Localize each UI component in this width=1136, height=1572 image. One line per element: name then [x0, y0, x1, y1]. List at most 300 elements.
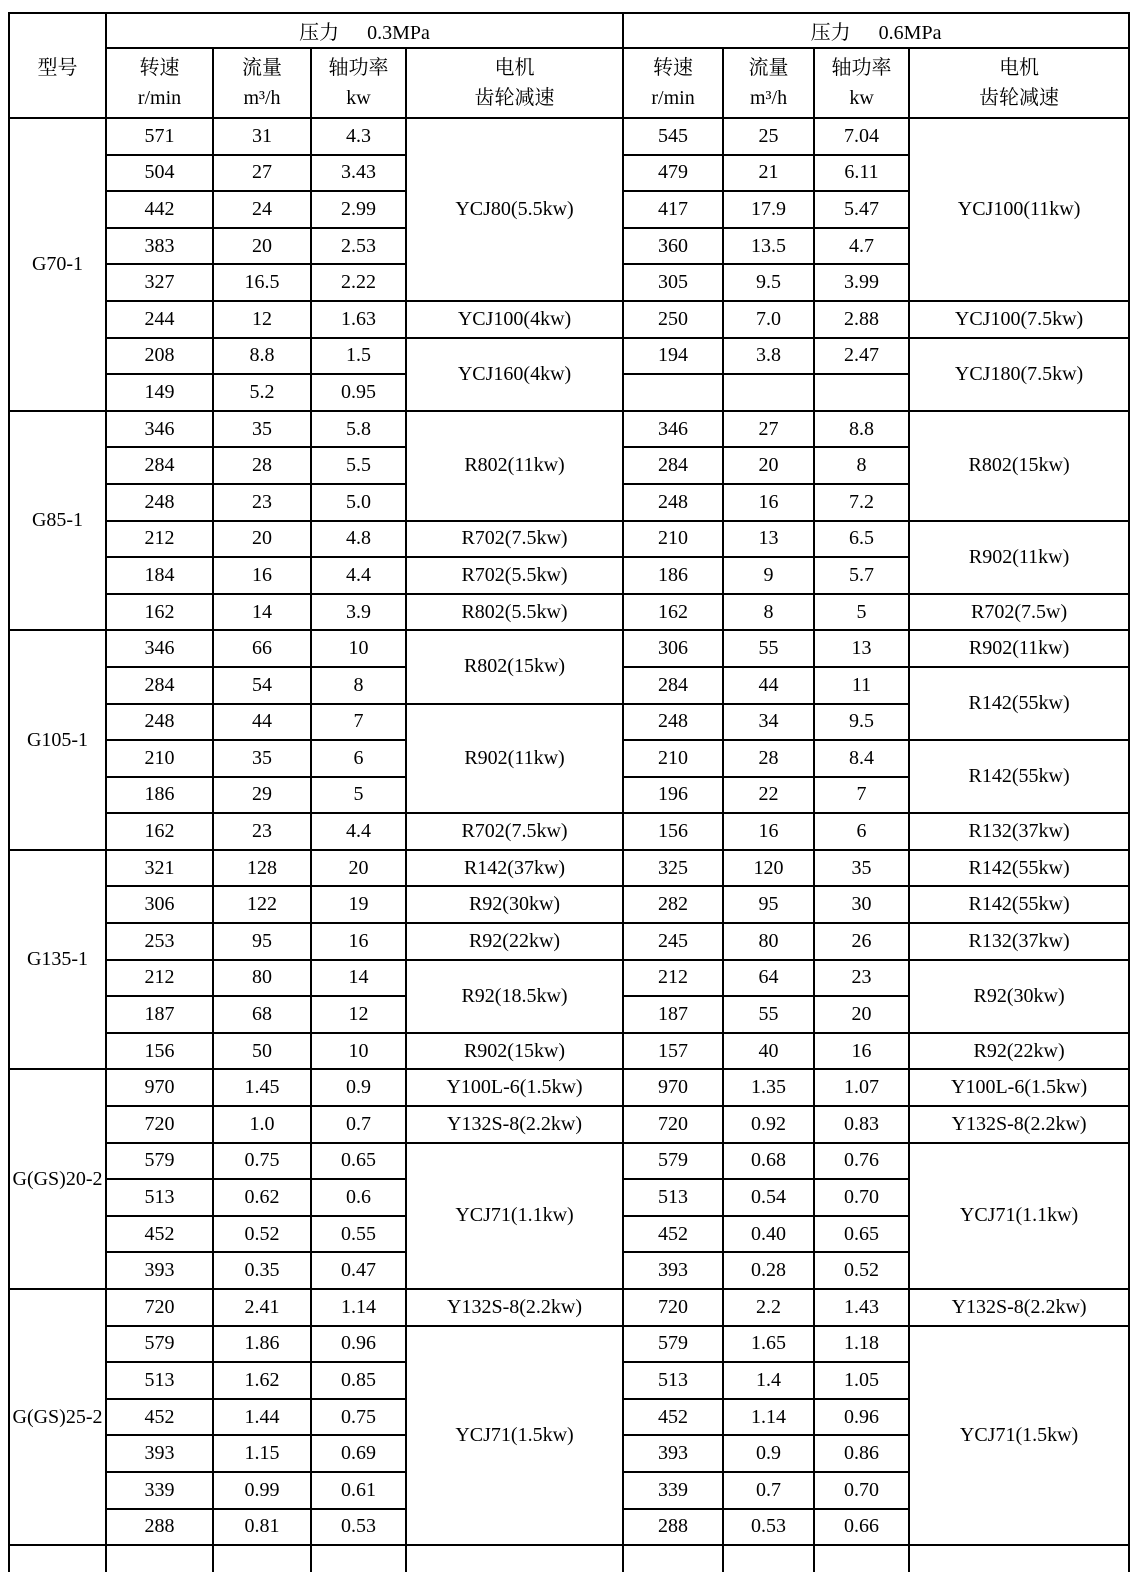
cell-right-speed: 513	[623, 1179, 723, 1216]
cell-right-flow: 0.9	[723, 1435, 814, 1472]
cell-left-motor: R142(37kw)	[406, 850, 623, 887]
cell-right-power: 35	[814, 850, 909, 887]
cell-right-flow: 3.8	[723, 338, 814, 375]
cell-left-speed: 339	[106, 1472, 213, 1509]
cell-right-power: 0.86	[814, 1435, 909, 1472]
cell-right-power: 20	[814, 996, 909, 1033]
cell-left-speed: 210	[106, 740, 213, 777]
cell-left-power: 0.96	[311, 1326, 406, 1363]
cell-left-motor: YCJ71(1.5kw)	[406, 1326, 623, 1546]
cell-right-flow: 8	[723, 594, 814, 631]
cell-right-power: 2.88	[814, 301, 909, 338]
cell-right-power: 5.47	[814, 191, 909, 228]
cell-left-flow: 12	[213, 301, 311, 338]
col-header-left-flow	[213, 48, 311, 118]
cell-right-speed: 248	[623, 484, 723, 521]
cell-right-speed: 248	[623, 704, 723, 741]
cell-right-flow: 0.7	[723, 1472, 814, 1509]
cell-right-power: 7.2	[814, 484, 909, 521]
cell-left-speed: 579	[106, 1326, 213, 1363]
cell-right-speed: 284	[623, 667, 723, 704]
cell-right-flow: 28	[723, 740, 814, 777]
cell-left-motor: YCJ100(4kw)	[406, 301, 623, 338]
pressure-value-left: 0.3MPa	[367, 22, 430, 44]
model-cell: G70-1	[9, 118, 106, 411]
cell-left-power: 16	[311, 923, 406, 960]
cell-right-power: 6.5	[814, 521, 909, 558]
cell-right-motor: R132(37kw)	[909, 813, 1129, 850]
cell-right-power: 3.99	[814, 264, 909, 301]
cell-left-flow: 0.52	[213, 1216, 311, 1253]
cell-right-motor: YCJ180(7.5kw)	[909, 338, 1129, 411]
cell-right-speed: 970	[623, 1069, 723, 1106]
cell-left-flow: 28	[213, 447, 311, 484]
table-row	[9, 594, 1129, 631]
cell-right-power: 0.70	[814, 1472, 909, 1509]
col-header-unit: r/min	[137, 87, 182, 109]
cell-left-flow: 128	[213, 850, 311, 887]
cell-left-flow: 95	[213, 923, 311, 960]
cell-right-flow: 55	[723, 630, 814, 667]
table-row	[9, 411, 1129, 448]
table-row	[9, 1033, 1129, 1070]
cell-left-speed: 156	[106, 1033, 213, 1070]
model-cell: G135-1	[9, 850, 106, 1070]
cell-left-flow: 14	[213, 594, 311, 631]
empty-cell	[814, 1545, 909, 1572]
cell-right-flow: 16	[723, 813, 814, 850]
column-header-row	[9, 48, 1129, 118]
cell-right-speed: 393	[623, 1252, 723, 1289]
cell-right-flow: 55	[723, 996, 814, 1033]
table-row	[9, 886, 1129, 923]
cell-right-power: 1.18	[814, 1326, 909, 1363]
cell-right-speed: 282	[623, 886, 723, 923]
pressure-label-right: 压力	[810, 22, 851, 44]
col-header-right-power	[814, 48, 909, 118]
cell-left-motor: R92(22kw)	[406, 923, 623, 960]
cell-left-power: 19	[311, 886, 406, 923]
cell-right-speed: 162	[623, 594, 723, 631]
cell-right-power: 5.7	[814, 557, 909, 594]
cell-left-power: 12	[311, 996, 406, 1033]
cell-left-motor: YCJ160(4kw)	[406, 338, 623, 411]
cell-right-speed	[623, 374, 723, 411]
cell-right-speed: 196	[623, 777, 723, 814]
col-header-unit: m³/h	[243, 87, 281, 109]
table-row	[9, 1143, 1129, 1180]
cell-right-flow	[723, 374, 814, 411]
cell-left-speed: 212	[106, 521, 213, 558]
col-header-title: 电机	[494, 57, 535, 79]
table-row-cut-off	[9, 1545, 1129, 1572]
cell-right-power: 1.07	[814, 1069, 909, 1106]
cell-right-motor: YCJ100(7.5kw)	[909, 301, 1129, 338]
cell-right-speed: 187	[623, 996, 723, 1033]
cell-left-speed: 393	[106, 1435, 213, 1472]
table-row	[9, 118, 1129, 155]
col-header-title: 流量	[242, 57, 282, 79]
empty-cell	[106, 1545, 213, 1572]
cell-right-flow: 95	[723, 886, 814, 923]
cell-left-flow: 1.44	[213, 1399, 311, 1436]
cell-right-power: 8.4	[814, 740, 909, 777]
cell-left-flow: 35	[213, 740, 311, 777]
cell-right-flow: 13	[723, 521, 814, 558]
cell-right-speed: 360	[623, 228, 723, 265]
cell-left-motor: R902(11kw)	[406, 704, 623, 814]
cell-right-flow: 0.68	[723, 1143, 814, 1180]
cell-right-motor: R132(37kw)	[909, 923, 1129, 960]
cell-left-power: 8	[311, 667, 406, 704]
cell-left-flow: 27	[213, 155, 311, 192]
cell-left-speed: 720	[106, 1289, 213, 1326]
cell-right-speed: 306	[623, 630, 723, 667]
cell-left-power: 7	[311, 704, 406, 741]
cell-right-power: 0.70	[814, 1179, 909, 1216]
model-cell: G(GS)25-2	[9, 1289, 106, 1545]
cell-left-power: 3.43	[311, 155, 406, 192]
cell-left-speed: 187	[106, 996, 213, 1033]
cell-left-speed: 513	[106, 1179, 213, 1216]
cell-right-speed: 579	[623, 1143, 723, 1180]
empty-cell	[213, 1545, 311, 1572]
cell-left-flow: 16	[213, 557, 311, 594]
cell-left-motor: R702(7.5kw)	[406, 813, 623, 850]
cell-right-speed: 452	[623, 1216, 723, 1253]
cell-right-motor: R142(55kw)	[909, 667, 1129, 740]
cell-left-flow: 50	[213, 1033, 311, 1070]
cell-left-power: 2.99	[311, 191, 406, 228]
cell-right-flow: 22	[723, 777, 814, 814]
cell-right-motor: YCJ71(1.1kw)	[909, 1143, 1129, 1289]
cell-left-speed: 186	[106, 777, 213, 814]
cell-left-speed: 149	[106, 374, 213, 411]
cell-right-motor: R902(11kw)	[909, 630, 1129, 667]
cell-right-power: 1.05	[814, 1362, 909, 1399]
cell-left-motor: R702(7.5kw)	[406, 521, 623, 558]
cell-right-power: 11	[814, 667, 909, 704]
table-row	[9, 630, 1129, 667]
cell-left-power: 14	[311, 960, 406, 997]
table-row	[9, 813, 1129, 850]
cell-left-power: 0.95	[311, 374, 406, 411]
cell-left-power: 1.63	[311, 301, 406, 338]
col-header-title: 流量	[748, 57, 789, 79]
cell-left-power: 0.61	[311, 1472, 406, 1509]
cell-right-speed: 417	[623, 191, 723, 228]
cell-right-speed: 284	[623, 447, 723, 484]
cell-right-power: 0.96	[814, 1399, 909, 1436]
cell-left-speed: 327	[106, 264, 213, 301]
cell-right-motor: Y132S-8(2.2kw)	[909, 1106, 1129, 1143]
cell-left-power: 0.7	[311, 1106, 406, 1143]
cell-left-flow: 0.62	[213, 1179, 311, 1216]
cell-left-speed: 513	[106, 1362, 213, 1399]
col-header-title: 转速	[139, 57, 180, 79]
cell-right-speed: 156	[623, 813, 723, 850]
table-row	[9, 1326, 1129, 1363]
col-header-title: 转速	[653, 57, 694, 79]
cell-left-power: 1.5	[311, 338, 406, 375]
col-header-title: 电机	[999, 57, 1040, 79]
model-cell: G105-1	[9, 630, 106, 850]
table-row	[9, 850, 1129, 887]
cell-left-speed: 184	[106, 557, 213, 594]
cell-right-power: 30	[814, 886, 909, 923]
cell-right-motor: R92(22kw)	[909, 1033, 1129, 1070]
table-row	[9, 1289, 1129, 1326]
cell-right-flow: 40	[723, 1033, 814, 1070]
cell-left-power: 0.69	[311, 1435, 406, 1472]
table-row	[9, 338, 1129, 375]
cell-left-flow: 66	[213, 630, 311, 667]
cell-right-power: 1.43	[814, 1289, 909, 1326]
cell-left-speed: 288	[106, 1509, 213, 1546]
cell-left-speed: 244	[106, 301, 213, 338]
cell-right-flow: 0.92	[723, 1106, 814, 1143]
cell-left-motor: R902(15kw)	[406, 1033, 623, 1070]
cell-left-flow: 29	[213, 777, 311, 814]
cell-left-motor: YCJ71(1.1kw)	[406, 1143, 623, 1289]
cell-right-power: 5	[814, 594, 909, 631]
cell-left-power: 4.4	[311, 557, 406, 594]
cell-left-motor: R92(18.5kw)	[406, 960, 623, 1033]
cell-left-speed: 504	[106, 155, 213, 192]
cell-right-speed: 325	[623, 850, 723, 887]
col-header-right-motor	[909, 48, 1129, 118]
cell-right-flow: 80	[723, 923, 814, 960]
cell-left-flow: 23	[213, 484, 311, 521]
cell-left-flow: 1.45	[213, 1069, 311, 1106]
cell-right-flow: 16	[723, 484, 814, 521]
cell-right-flow: 7.0	[723, 301, 814, 338]
cell-left-power: 4.8	[311, 521, 406, 558]
cell-left-speed: 162	[106, 813, 213, 850]
cell-right-flow: 13.5	[723, 228, 814, 265]
cell-left-speed: 212	[106, 960, 213, 997]
empty-cell	[9, 1545, 106, 1572]
cell-left-power: 20	[311, 850, 406, 887]
cell-right-speed: 186	[623, 557, 723, 594]
cell-left-speed: 321	[106, 850, 213, 887]
cell-right-power: 0.65	[814, 1216, 909, 1253]
cell-right-speed: 545	[623, 118, 723, 155]
cell-left-speed: 442	[106, 191, 213, 228]
cell-right-flow: 44	[723, 667, 814, 704]
cell-left-motor: Y100L-6(1.5kw)	[406, 1069, 623, 1106]
cell-left-motor: R702(5.5kw)	[406, 557, 623, 594]
cell-left-speed: 346	[106, 411, 213, 448]
empty-cell	[406, 1545, 623, 1572]
cell-right-power: 0.52	[814, 1252, 909, 1289]
cell-right-power	[814, 374, 909, 411]
cell-left-speed: 346	[106, 630, 213, 667]
cell-right-power: 0.66	[814, 1509, 909, 1546]
cell-left-flow: 8.8	[213, 338, 311, 375]
cell-left-flow: 16.5	[213, 264, 311, 301]
cell-left-power: 6	[311, 740, 406, 777]
cell-left-motor: Y132S-8(2.2kw)	[406, 1106, 623, 1143]
cell-left-power: 0.53	[311, 1509, 406, 1546]
col-header-left-speed	[106, 48, 213, 118]
cell-left-flow: 44	[213, 704, 311, 741]
cell-left-motor: R802(5.5kw)	[406, 594, 623, 631]
cell-right-speed: 210	[623, 521, 723, 558]
col-header-unit: m³/h	[749, 87, 788, 109]
col-header-unit: kw	[346, 87, 371, 109]
cell-left-power: 0.85	[311, 1362, 406, 1399]
cell-left-power: 2.22	[311, 264, 406, 301]
cell-right-flow: 17.9	[723, 191, 814, 228]
cell-left-speed: 452	[106, 1216, 213, 1253]
pressure-header-row	[9, 13, 1129, 48]
cell-right-power: 0.76	[814, 1143, 909, 1180]
cell-right-power: 6.11	[814, 155, 909, 192]
cell-left-flow: 0.99	[213, 1472, 311, 1509]
cell-right-speed: 305	[623, 264, 723, 301]
cell-left-speed: 306	[106, 886, 213, 923]
cell-left-flow: 35	[213, 411, 311, 448]
cell-right-power: 4.7	[814, 228, 909, 265]
col-header-unit: 齿轮减速	[979, 87, 1060, 109]
cell-left-flow: 68	[213, 996, 311, 1033]
cell-right-flow: 120	[723, 850, 814, 887]
cell-right-flow: 9.5	[723, 264, 814, 301]
cell-right-power: 7	[814, 777, 909, 814]
cell-right-speed: 339	[623, 1472, 723, 1509]
cell-left-power: 0.55	[311, 1216, 406, 1253]
cell-right-motor: Y132S-8(2.2kw)	[909, 1289, 1129, 1326]
table-row	[9, 521, 1129, 558]
cell-left-power: 0.6	[311, 1179, 406, 1216]
cell-left-speed: 452	[106, 1399, 213, 1436]
cell-right-power: 8	[814, 447, 909, 484]
cell-left-power: 3.9	[311, 594, 406, 631]
cell-right-speed: 513	[623, 1362, 723, 1399]
cell-right-power: 7.04	[814, 118, 909, 155]
table-row	[9, 1106, 1129, 1143]
empty-cell	[311, 1545, 406, 1572]
col-header-right-speed	[623, 48, 723, 118]
table-row	[9, 960, 1129, 997]
cell-left-flow: 2.41	[213, 1289, 311, 1326]
cell-left-flow: 1.15	[213, 1435, 311, 1472]
pressure-label-left: 压力	[299, 22, 340, 44]
cell-left-flow: 24	[213, 191, 311, 228]
empty-cell	[909, 1545, 1129, 1572]
cell-left-speed: 393	[106, 1252, 213, 1289]
cell-right-flow: 0.53	[723, 1509, 814, 1546]
cell-left-motor: R802(15kw)	[406, 630, 623, 703]
table-row	[9, 301, 1129, 338]
cell-left-speed: 208	[106, 338, 213, 375]
cell-right-flow: 1.4	[723, 1362, 814, 1399]
cell-right-power: 16	[814, 1033, 909, 1070]
cell-right-flow: 0.28	[723, 1252, 814, 1289]
cell-left-speed: 284	[106, 447, 213, 484]
cell-right-speed: 245	[623, 923, 723, 960]
cell-right-power: 2.47	[814, 338, 909, 375]
cell-left-flow: 5.2	[213, 374, 311, 411]
cell-left-flow: 80	[213, 960, 311, 997]
cell-left-power: 10	[311, 1033, 406, 1070]
cell-right-flow: 34	[723, 704, 814, 741]
col-header-unit: 齿轮减速	[474, 87, 555, 109]
cell-right-speed: 579	[623, 1326, 723, 1363]
cell-right-motor: YCJ100(11kw)	[909, 118, 1129, 301]
cell-right-speed: 720	[623, 1106, 723, 1143]
cell-right-motor: R702(7.5w)	[909, 594, 1129, 631]
cell-left-flow: 0.35	[213, 1252, 311, 1289]
cell-right-power: 23	[814, 960, 909, 997]
cell-left-power: 5.0	[311, 484, 406, 521]
cell-left-speed: 253	[106, 923, 213, 960]
pump-spec-table	[8, 12, 1130, 1572]
cell-right-power: 13	[814, 630, 909, 667]
cell-left-flow: 0.81	[213, 1509, 311, 1546]
cell-left-speed: 970	[106, 1069, 213, 1106]
cell-right-power: 9.5	[814, 704, 909, 741]
cell-right-flow: 2.2	[723, 1289, 814, 1326]
cell-right-flow: 1.14	[723, 1399, 814, 1436]
cell-left-flow: 54	[213, 667, 311, 704]
cell-left-flow: 0.75	[213, 1143, 311, 1180]
cell-left-power: 5	[311, 777, 406, 814]
cell-right-speed: 720	[623, 1289, 723, 1326]
cell-right-power: 0.83	[814, 1106, 909, 1143]
pressure-header-right	[623, 13, 1129, 48]
cell-left-speed: 720	[106, 1106, 213, 1143]
col-header-title: 轴功率	[831, 57, 892, 79]
cell-left-flow: 23	[213, 813, 311, 850]
cell-left-flow: 1.86	[213, 1326, 311, 1363]
cell-left-motor: Y132S-8(2.2kw)	[406, 1289, 623, 1326]
empty-cell	[723, 1545, 814, 1572]
cell-right-power: 6	[814, 813, 909, 850]
cell-left-power: 0.47	[311, 1252, 406, 1289]
col-header-left-power	[311, 48, 406, 118]
cell-left-power: 4.3	[311, 118, 406, 155]
model-header-label: 型号	[37, 57, 78, 79]
cell-left-power: 10	[311, 630, 406, 667]
cell-right-flow: 25	[723, 118, 814, 155]
cell-left-flow: 1.62	[213, 1362, 311, 1399]
cell-left-power: 5.5	[311, 447, 406, 484]
cell-right-flow: 0.54	[723, 1179, 814, 1216]
cell-right-speed: 288	[623, 1509, 723, 1546]
cell-left-power: 1.14	[311, 1289, 406, 1326]
cell-left-flow: 122	[213, 886, 311, 923]
cell-right-motor: R142(55kw)	[909, 886, 1129, 923]
cell-right-flow: 9	[723, 557, 814, 594]
cell-left-power: 0.9	[311, 1069, 406, 1106]
cell-right-speed: 346	[623, 411, 723, 448]
cell-left-flow: 31	[213, 118, 311, 155]
cell-right-motor: R142(55kw)	[909, 740, 1129, 813]
table-row	[9, 923, 1129, 960]
cell-left-speed: 571	[106, 118, 213, 155]
cell-right-motor: R902(11kw)	[909, 521, 1129, 594]
cell-left-speed: 383	[106, 228, 213, 265]
cell-right-speed: 250	[623, 301, 723, 338]
cell-left-speed: 579	[106, 1143, 213, 1180]
empty-cell	[623, 1545, 723, 1572]
cell-left-power: 2.53	[311, 228, 406, 265]
cell-right-motor: Y100L-6(1.5kw)	[909, 1069, 1129, 1106]
cell-right-motor: R802(15kw)	[909, 411, 1129, 521]
col-header-unit: r/min	[651, 87, 695, 109]
